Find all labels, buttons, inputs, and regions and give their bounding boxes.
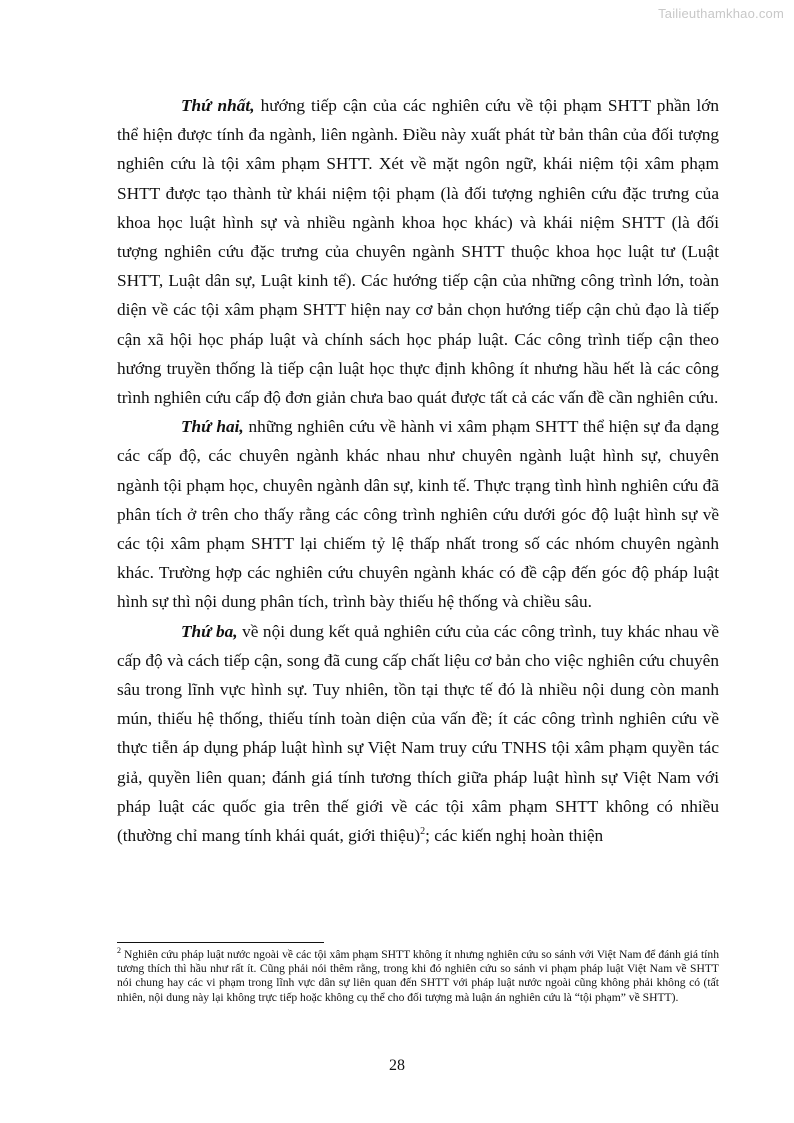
paragraph-text-continued: ; các kiến nghị hoàn thiện bbox=[425, 826, 604, 846]
footnote-divider bbox=[117, 942, 324, 943]
paragraph-text: hướng tiếp cận của các nghiên cứu về tội phạm SHTT phần lớn thể hiện được tính đa ngành, liên ngành. Điều này xuất phát từ bản thân của đối tượng nghiên cứu là tội xâm phạm SHTT. Xét về mặt ngôn ngữ, khái niệm tội xâm phạm SHTT được tạo thành từ khái niệm tội phạm (là đối tượng nghiên cứu đặc trưng của khoa học luật hình sự và nhiều ngành khoa học khác) và khái niệm SHTT (là đối tượng nghiên cứu đặc trưng của chuyên ngành SHTT thuộc khoa học luật tư (Luật SHTT, Luật dân sự, Luật kinh tế). Các hướng tiếp cận của những công trình lớn, toàn diện về các tội xâm phạm SHTT hiện nay cơ bản chọn hướng tiếp cận chủ đạo là tiếp cận xã hội học pháp luật và chính sách học pháp luật. Các công trình tiếp cận theo hướng truyền thống là tiếp cận luật học thực định không ít nhưng hầu hết là các công trình nghiên cứu cấp độ đơn giản chưa bao quát được tất cả các vấn đề cần nghiên cứu. bbox=[117, 96, 720, 408]
paragraph-first bbox=[117, 91, 719, 412]
paragraph-text: về nội dung kết quả nghiên cứu của các công trình, tuy khác nhau về cấp độ và cách tiếp cận, song đã cung cấp chất liệu cơ bản cho việc nghiên cứu chuyên sâu trong lĩnh vực hình sự. Tuy nhiên, tồn tại thực tế đó là nhiều nội dung còn manh mún, thiếu hệ thống, thiếu tính toàn diện của vấn đề; ít các công trình nghiên cứu về thực tiễn áp dụng pháp luật hình sự Việt Nam truy cứu TNHS tội xâm phạm quyền tác giả, quyền liên quan; đánh giá tính tương thích giữa pháp luật hình sự Việt Nam với pháp luật các quốc gia trên thế giới về các tội xâm phạm SHTT không có nhiều (thường chỉ mang tính khái quát, giới thiệu) bbox=[117, 621, 719, 846]
paragraph-text: những nghiên cứu về hành vi xâm phạm SHTT thể hiện sự đa dạng các cấp độ, các chuyên ngành khác nhau như chuyên ngành luật hình sự, chuyên ngành tội phạm học, chuyên ngành dân sự, kinh tế. Thực trạng tình hình nghiên cứu đã phân tích ở trên cho thấy rằng các công trình nghiên cứu dưới góc độ luật hình sự về các tội xâm phạm SHTT lại chiếm tỷ lệ thấp nhất trong số các nhóm chuyên ngành khác. Trường hợp các nghiên cứu chuyên ngành khác có đề cập đến góc độ pháp luật hình sự thì nội dung phân tích, trình bày thiếu hệ thống và chiều sâu. bbox=[117, 417, 719, 612]
footnote-mark: 2 bbox=[117, 946, 121, 956]
paragraph-lead: Thứ hai, bbox=[181, 417, 244, 437]
footnote-text: Nghiên cứu pháp luật nước ngoài về các tội xâm phạm SHTT không ít nhưng nghiên cứu so sánh với Việt Nam để đánh giá tính tương thích thì hầu như rất ít. Cũng phải nói thêm rằng, trong khi đó nghiên cứu so sánh vi phạm pháp luật Việt Nam về SHTT nói chung hay các vi phạm trong lĩnh vực dân sự liên quan đến SHTT với pháp luật nước ngoài cũng không phải không có (tất nhiên, nội dung này lại không trực tiếp hoặc không cụ thể cho đối tượng mà luận án nghiên cứu là “tội phạm” về SHTT). bbox=[117, 948, 719, 1004]
paragraph-third bbox=[117, 617, 719, 851]
body-text bbox=[117, 91, 719, 850]
paragraph-second bbox=[117, 412, 719, 616]
footnote bbox=[117, 948, 719, 1005]
watermark: Tailieuthamkhao.com bbox=[658, 6, 784, 21]
paragraph-lead: Thứ ba, bbox=[181, 621, 238, 641]
footnote-reference[interactable]: 2 bbox=[420, 826, 426, 838]
paragraph-lead: Thứ nhất, bbox=[181, 96, 255, 115]
page-number: 28 bbox=[389, 1057, 405, 1074]
